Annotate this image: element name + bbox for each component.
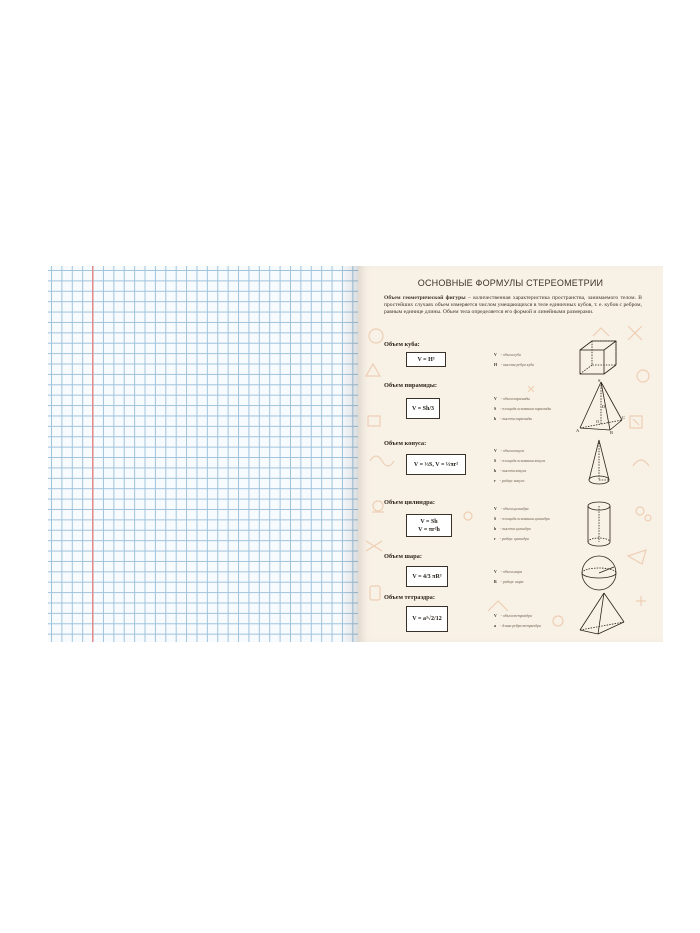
- section-heading-cylinder: Объем цилиндра:: [384, 499, 435, 506]
- pyramid-label-b: B: [610, 430, 614, 434]
- formula-line: V = ⅓S, V = ⅓πr²: [413, 461, 459, 468]
- formula-sphere: [406, 566, 448, 587]
- formula-line: V = 4/3 πR³: [412, 573, 442, 580]
- cone-figure: [576, 436, 622, 488]
- legend-item: r - радиус цилиндра: [494, 537, 529, 541]
- legend-sphere: [494, 567, 523, 587]
- intro-paragraph: [384, 295, 642, 316]
- tetrahedron-figure: [576, 590, 628, 638]
- section-heading-sphere: Объем шара:: [384, 553, 422, 560]
- formula-pyramid: [406, 398, 440, 419]
- section-heading-pyramid: Объем пирамиды:: [384, 382, 438, 389]
- legend-pyramid: [494, 394, 551, 424]
- cube-figure: [576, 338, 622, 378]
- legend-item: V - объем тетраэдра: [494, 614, 532, 618]
- formula-cone: [406, 454, 466, 475]
- intro-term: Объем геометрической фигуры: [384, 295, 466, 301]
- formula-tetrahedron: [406, 606, 448, 632]
- legend-tetrahedron: [494, 611, 541, 631]
- legend-item: S - площадь основания цилиндра: [494, 517, 550, 521]
- legend-item: R - радиус шара: [494, 580, 524, 584]
- legend-item: H - высота ребра куба: [494, 363, 534, 367]
- legend-cylinder: [494, 504, 550, 544]
- pyramid-label-a: A: [576, 428, 580, 433]
- formula-line: V = a³√2/12: [412, 616, 442, 622]
- legend-item: S - площадь основания пирамиды: [494, 407, 552, 411]
- section-heading-cube: Объем куба:: [384, 341, 420, 348]
- intro-text: – количественная характеристика пространства, занимаемого телом. В простейших случаях объем измеряется числом умещающихся в теле единичных кубов, т. е. кубов с ребром, равным единице длины. Объем тела определяется его формой и линейными размерами.: [384, 295, 642, 315]
- cylinder-figure: [576, 498, 622, 550]
- legend-item: h - высота цилиндра: [494, 527, 531, 531]
- legend-cube: [494, 350, 534, 370]
- formula-cylinder: [406, 514, 452, 537]
- legend-item: S - площадь основания конуса: [494, 459, 546, 463]
- pyramid-figure: [576, 378, 626, 434]
- legend-item: V - объем шара: [494, 570, 523, 574]
- page-title: ОСНОВНЫЕ ФОРМУЛЫ СТЕРЕОМЕТРИИ: [417, 278, 604, 288]
- pyramid-label-d: D: [602, 404, 606, 409]
- formula-cube: [406, 352, 446, 367]
- formula-line: V = Sh: [420, 518, 438, 525]
- formula-content: [358, 266, 663, 642]
- legend-item: V - объем цилиндра: [494, 507, 529, 511]
- pyramid-label-c: C: [622, 415, 626, 420]
- formula-page: [358, 266, 663, 642]
- section-heading-tetrahedron: Объем тетраэдра:: [384, 594, 436, 601]
- legend-cone: [494, 446, 545, 486]
- legend-item: V - объем куба: [494, 353, 521, 357]
- grid-page: [48, 266, 358, 642]
- notebook-spread: [48, 266, 663, 642]
- pyramid-label-s: S: [598, 378, 601, 383]
- formula-line: V = πr²h: [418, 526, 440, 533]
- pyramid-label-o: O: [596, 419, 600, 424]
- legend-item: h - высота пирамиды: [494, 417, 533, 421]
- formula-line: V = H³: [417, 356, 435, 363]
- legend-item: r - радиус конуса: [494, 479, 525, 483]
- formula-line: V = Sh/3: [412, 405, 434, 412]
- legend-item: V - объем пирамиды: [494, 397, 530, 401]
- section-heading-cone: Объем конуса:: [384, 440, 427, 447]
- legend-item: a - длина ребра тетраэдра: [494, 624, 541, 628]
- legend-item: V - объем конуса: [494, 449, 525, 453]
- legend-item: h - высота конуса: [494, 469, 527, 473]
